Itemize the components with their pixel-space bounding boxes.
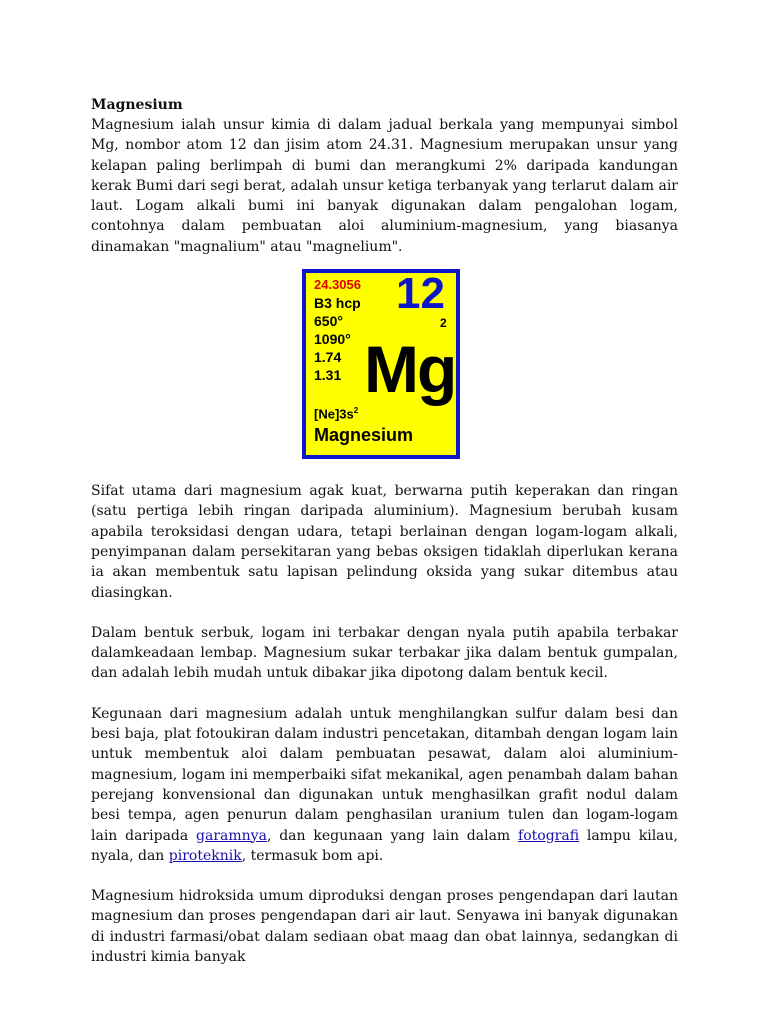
element-tile-inner — [306, 269, 456, 455]
paragraph-hydroxide: Magnesium hidroksida umum diproduksi dengan proses pengendapan dari lautan magnesium dan proses pengendapan dari air laut. Senyawa ini banyak digunakan di industri farmasi/obat dalam sediaan obat maag dan obat lainnya, sedangkan di industri kimia banyak — [91, 888, 678, 966]
config-superscript: 2 — [353, 406, 359, 416]
page-title: Magnesium — [91, 97, 183, 113]
element-symbol: Mg — [364, 332, 456, 407]
uses-text-4: , termasuk bom api. — [241, 847, 384, 864]
paragraph-uses — [91, 704, 678, 866]
atomic-mass: 24.3056 — [314, 277, 361, 293]
uses-text-1: Kegunaan dari magnesium adalah untuk menghilangkan sulfur dalam besi dan besi baja, plat fotoukiran dalam industri pencetakan, ditambah dengan logam lain untuk membentuk aloi dalam pembuatan pesawat, dalam aloi aluminium-magnesium, logam ini memperbaiki sifat mekanikal, agen penambah dalam bahan perejang konvensional dan digunakan untuk menghasilkan grafit nodul dalam besi tempa, agen penurun dalam penghasilan uranium tulen dan logam-logam lain daripada — [91, 705, 678, 844]
paragraph-combustion: Dalam bentuk serbuk, logam ini terbakar dengan nyala putih apabila terbakar dalamkeadaan lembap. Magnesium sukar terbakar jika dalam bentuk gumpalan, dan adalah lebih mudah untuk dibakar jika dipotong dalam bentuk kecil. — [91, 624, 678, 682]
paragraph-properties: Sifat utama dari magnesium agak kuat, berwarna putih keperakan dan ringan (satu pertiga lebih ringan daripada aluminium). Magnesium berubah kusam apabila teroksidasi dengan udara, tetapi berlainan dengan logam-logam alkali, penyimpanan dalam persekitaran yang bebas oksigen tidaklah diperlukan kerana ia akan membentuk satu lapisan pelindung oksida yang sukar ditembus atau diasingkan. — [91, 483, 678, 601]
element-tile-container — [91, 257, 678, 481]
crystal-structure: B3 hcp — [314, 295, 361, 312]
link-garamnya[interactable]: garamnya — [196, 827, 267, 844]
paragraph-gap — [91, 603, 678, 623]
link-piroteknik[interactable]: piroteknik — [168, 847, 242, 864]
config-base: [Ne]3s — [314, 406, 354, 422]
element-tile — [302, 269, 460, 459]
element-name: Magnesium — [314, 425, 414, 446]
boiling-point: 1090° — [314, 331, 351, 348]
electronegativity: 1.31 — [314, 367, 342, 384]
document-content — [91, 95, 678, 967]
electron-configuration — [314, 406, 358, 421]
paragraph-gap — [91, 684, 678, 704]
link-fotografi[interactable]: fotografi — [518, 827, 580, 844]
uses-text-3: lampu kilau, nyala, dan — [91, 827, 678, 864]
valence-electrons: 2 — [440, 316, 447, 331]
paragraph-gap — [91, 866, 678, 886]
density: 1.74 — [314, 349, 342, 366]
paragraph-intro: Magnesium ialah unsur kimia di dalam jadual berkala yang mempunyai simbol Mg, nombor atom 12 dan jisim atom 24.31. Magnesium merupakan unsur yang kelapan paling berlimpah di bumi dan merangkumi 2% daripada kandungan kerak Bumi dari segi berat, adalah unsur ketiga terbanyak yang terlarut dalam air laut. Logam alkali bumi ini banyak digunakan dalam pengalohan logam, contohnya dalam pembuatan aloi aluminium-magnesium, yang biasanya dinamakan "magnalium" atau "magnelium". — [91, 117, 678, 255]
uses-text-2: , dan kegunaan yang lain dalam — [266, 827, 519, 844]
melting-point: 650° — [314, 313, 343, 330]
atomic-number: 12 — [396, 269, 445, 319]
